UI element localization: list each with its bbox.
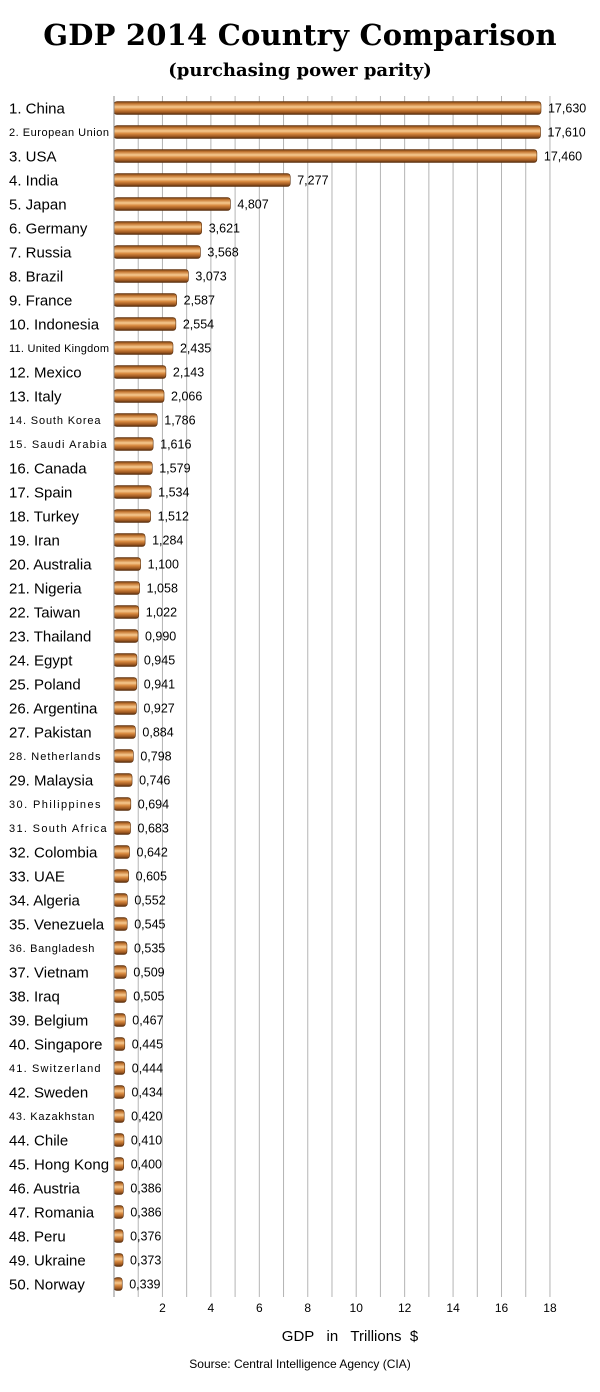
x-tick-label: 2 bbox=[159, 1301, 166, 1315]
bar bbox=[114, 510, 151, 523]
bar bbox=[114, 1254, 123, 1267]
x-tick-label: 12 bbox=[397, 1301, 412, 1315]
chart-title: GDP 2014 Country Comparison bbox=[43, 18, 557, 52]
bar bbox=[114, 1158, 124, 1171]
value-label: 0,445 bbox=[131, 1037, 164, 1052]
bar bbox=[114, 1062, 125, 1075]
value-label: 4,807 bbox=[237, 197, 269, 212]
x-tick-label: 16 bbox=[494, 1301, 509, 1315]
bar bbox=[114, 582, 140, 595]
bar bbox=[114, 726, 135, 739]
category-label: 37. Vietnam bbox=[9, 964, 89, 982]
value-label: 0,535 bbox=[133, 941, 166, 956]
value-label: 0,552 bbox=[134, 893, 166, 908]
category-label: 3. USA bbox=[9, 148, 57, 166]
bar bbox=[114, 822, 131, 835]
category-label: 26. Argentina bbox=[9, 700, 98, 718]
bar bbox=[114, 1110, 124, 1123]
bar bbox=[114, 918, 127, 931]
value-label: 1,022 bbox=[145, 605, 178, 620]
value-label: 2,435 bbox=[179, 341, 212, 356]
value-label: 17,610 bbox=[547, 125, 586, 140]
category-label: 28. Netherlands bbox=[9, 751, 101, 763]
value-label: 0,605 bbox=[135, 869, 167, 884]
x-axis bbox=[114, 96, 557, 1345]
value-label: 3,073 bbox=[195, 269, 227, 284]
x-tick-label: 8 bbox=[304, 1301, 312, 1315]
x-tick-label: 6 bbox=[255, 1301, 263, 1315]
bar bbox=[114, 1206, 123, 1219]
category-label: 11. United Kingdom bbox=[9, 343, 109, 355]
category-label: 36. Bangladesh bbox=[9, 943, 95, 955]
x-tick-label: 18 bbox=[543, 1301, 557, 1315]
bar bbox=[114, 774, 132, 787]
category-label: 22. Taiwan bbox=[9, 604, 81, 622]
value-label: 7,277 bbox=[297, 173, 329, 188]
bar bbox=[114, 1134, 124, 1147]
bar bbox=[114, 630, 138, 643]
bar bbox=[114, 654, 137, 667]
category-label: 33. UAE bbox=[9, 868, 65, 886]
category-label: 45. Hong Kong bbox=[9, 1156, 110, 1174]
category-label: 19. Iran bbox=[9, 532, 60, 550]
x-tick-label: 10 bbox=[349, 1301, 363, 1315]
category-label: 18. Turkey bbox=[9, 508, 80, 526]
value-label: 0,683 bbox=[137, 821, 169, 836]
category-label: 34. Algeria bbox=[9, 892, 80, 910]
value-label: 2,143 bbox=[172, 365, 205, 380]
value-label: 17,630 bbox=[547, 101, 587, 116]
value-label: 1,058 bbox=[146, 581, 178, 596]
bar bbox=[114, 942, 127, 955]
bar bbox=[114, 246, 200, 259]
bar bbox=[114, 702, 136, 715]
value-label: 0,884 bbox=[142, 725, 174, 740]
value-label: 0,467 bbox=[132, 1013, 164, 1028]
x-tick-label: 14 bbox=[446, 1301, 460, 1315]
bar bbox=[114, 198, 230, 211]
category-label: 44. Chile bbox=[9, 1132, 69, 1150]
bar bbox=[114, 606, 139, 619]
bar bbox=[114, 222, 202, 235]
value-label: 0,505 bbox=[133, 989, 165, 1004]
value-label: 0,376 bbox=[130, 1229, 162, 1244]
value-label: 1,100 bbox=[147, 557, 179, 572]
value-label: 0,373 bbox=[130, 1253, 162, 1268]
category-label: 24. Egypt bbox=[9, 652, 73, 670]
bar bbox=[114, 678, 137, 691]
bar bbox=[114, 102, 541, 115]
value-label: 0,642 bbox=[136, 845, 168, 860]
bar bbox=[114, 366, 166, 379]
category-label: 23. Thailand bbox=[9, 628, 92, 646]
bar bbox=[114, 1014, 125, 1027]
bar bbox=[114, 342, 173, 355]
value-label: 0,941 bbox=[143, 677, 176, 692]
value-label: 1,616 bbox=[160, 437, 192, 452]
bar bbox=[114, 438, 153, 451]
category-label: 1. China bbox=[9, 100, 65, 118]
value-label: 1,512 bbox=[157, 509, 189, 524]
value-label: 1,579 bbox=[159, 461, 191, 476]
bar bbox=[114, 966, 126, 979]
x-axis-label: GDP in Trillions $ bbox=[281, 1328, 419, 1345]
category-label: 39. Belgium bbox=[9, 1012, 89, 1030]
x-tick-label: 4 bbox=[207, 1301, 215, 1315]
category-label: 13. Italy bbox=[9, 388, 62, 406]
bar bbox=[114, 870, 129, 883]
category-label: 27. Pakistan bbox=[9, 724, 92, 742]
bar bbox=[114, 150, 537, 163]
value-label: 0,746 bbox=[139, 773, 171, 788]
category-label: 6. Germany bbox=[9, 220, 88, 238]
bar bbox=[114, 1230, 123, 1243]
bar bbox=[114, 750, 133, 763]
category-label: 10. Indonesia bbox=[9, 316, 100, 334]
value-label: 0,410 bbox=[130, 1133, 163, 1148]
bar bbox=[114, 294, 177, 307]
bar bbox=[114, 1182, 123, 1195]
value-label: 1,786 bbox=[164, 413, 196, 428]
category-label: 49. Ukraine bbox=[9, 1252, 86, 1270]
category-label: 42. Sweden bbox=[9, 1084, 89, 1102]
bar bbox=[114, 318, 176, 331]
category-label: 40. Singapore bbox=[9, 1036, 103, 1054]
category-label: 7. Russia bbox=[9, 244, 72, 262]
chart-subtitle: (purchasing power parity) bbox=[168, 60, 432, 81]
value-label: 0,927 bbox=[143, 701, 175, 716]
category-label: 9. France bbox=[9, 292, 73, 310]
value-label: 17,460 bbox=[543, 149, 583, 164]
bar bbox=[114, 894, 127, 907]
category-label: 17. Spain bbox=[9, 484, 73, 502]
value-label: 0,339 bbox=[129, 1277, 161, 1292]
value-label: 0,434 bbox=[131, 1085, 163, 1100]
category-label: 47. Romania bbox=[9, 1204, 95, 1222]
category-label: 38. Iraq bbox=[9, 988, 60, 1006]
category-label: 46. Austria bbox=[9, 1180, 80, 1198]
bar bbox=[114, 990, 126, 1003]
category-label: 4. India bbox=[9, 172, 59, 190]
value-label: 1,534 bbox=[158, 485, 190, 500]
value-label: 2,066 bbox=[171, 389, 203, 404]
value-label: 0,509 bbox=[133, 965, 165, 980]
bar bbox=[114, 558, 141, 571]
category-label: 14. South Korea bbox=[9, 415, 101, 427]
value-label: 0,798 bbox=[140, 749, 172, 764]
bar bbox=[114, 1278, 122, 1291]
value-label: 0,945 bbox=[143, 653, 176, 668]
value-label: 1,284 bbox=[152, 533, 184, 548]
category-label: 35. Venezuela bbox=[9, 916, 105, 934]
category-label: 8. Brazil bbox=[9, 268, 64, 286]
value-label: 0,545 bbox=[134, 917, 166, 932]
value-label: 0,694 bbox=[137, 797, 170, 812]
category-label: 20. Australia bbox=[9, 556, 92, 574]
bar bbox=[114, 126, 541, 139]
value-label: 3,621 bbox=[208, 221, 240, 236]
category-label: 12. Mexico bbox=[9, 364, 82, 382]
value-label: 0,420 bbox=[131, 1109, 163, 1124]
value-label: 0,444 bbox=[131, 1061, 164, 1076]
bar bbox=[114, 174, 290, 187]
bar bbox=[114, 486, 151, 499]
category-label: 29. Malaysia bbox=[9, 772, 94, 790]
value-label: 0,386 bbox=[130, 1205, 162, 1220]
category-label: 5. Japan bbox=[9, 196, 67, 214]
value-label: 2,587 bbox=[183, 293, 215, 308]
category-label: 31. South Africa bbox=[9, 823, 107, 835]
category-label: 48. Peru bbox=[9, 1228, 66, 1246]
value-labels bbox=[129, 102, 586, 1292]
value-label: 0,386 bbox=[130, 1181, 162, 1196]
bar bbox=[114, 414, 157, 427]
value-label: 2,554 bbox=[182, 317, 215, 332]
value-label: 0,990 bbox=[144, 629, 177, 644]
bar bbox=[114, 390, 164, 403]
bar bbox=[114, 534, 145, 547]
category-label: 50. Norway bbox=[9, 1276, 85, 1294]
category-label: 2. European Union bbox=[9, 127, 109, 139]
category-label: 21. Nigeria bbox=[9, 580, 82, 598]
value-label: 0,400 bbox=[130, 1157, 162, 1172]
category-label: 15. Saudi Arabia bbox=[9, 439, 107, 451]
bar bbox=[114, 462, 152, 475]
bar bbox=[114, 846, 130, 859]
category-label: 16. Canada bbox=[9, 460, 87, 478]
category-label: 41. Switzerland bbox=[9, 1063, 101, 1075]
bar bbox=[114, 270, 188, 283]
category-label: 30. Philippines bbox=[9, 799, 101, 811]
source-note: Sourse: Central Intelligence Agency (CIA) bbox=[189, 1357, 411, 1371]
category-label: 43. Kazakhstan bbox=[9, 1111, 95, 1123]
bar bbox=[114, 1086, 125, 1099]
bar bbox=[114, 1038, 125, 1051]
category-labels bbox=[9, 101, 109, 1294]
value-label: 3,568 bbox=[207, 245, 239, 260]
category-label: 25. Poland bbox=[9, 676, 81, 694]
bar bbox=[114, 798, 131, 811]
category-label: 32. Colombia bbox=[9, 844, 98, 862]
